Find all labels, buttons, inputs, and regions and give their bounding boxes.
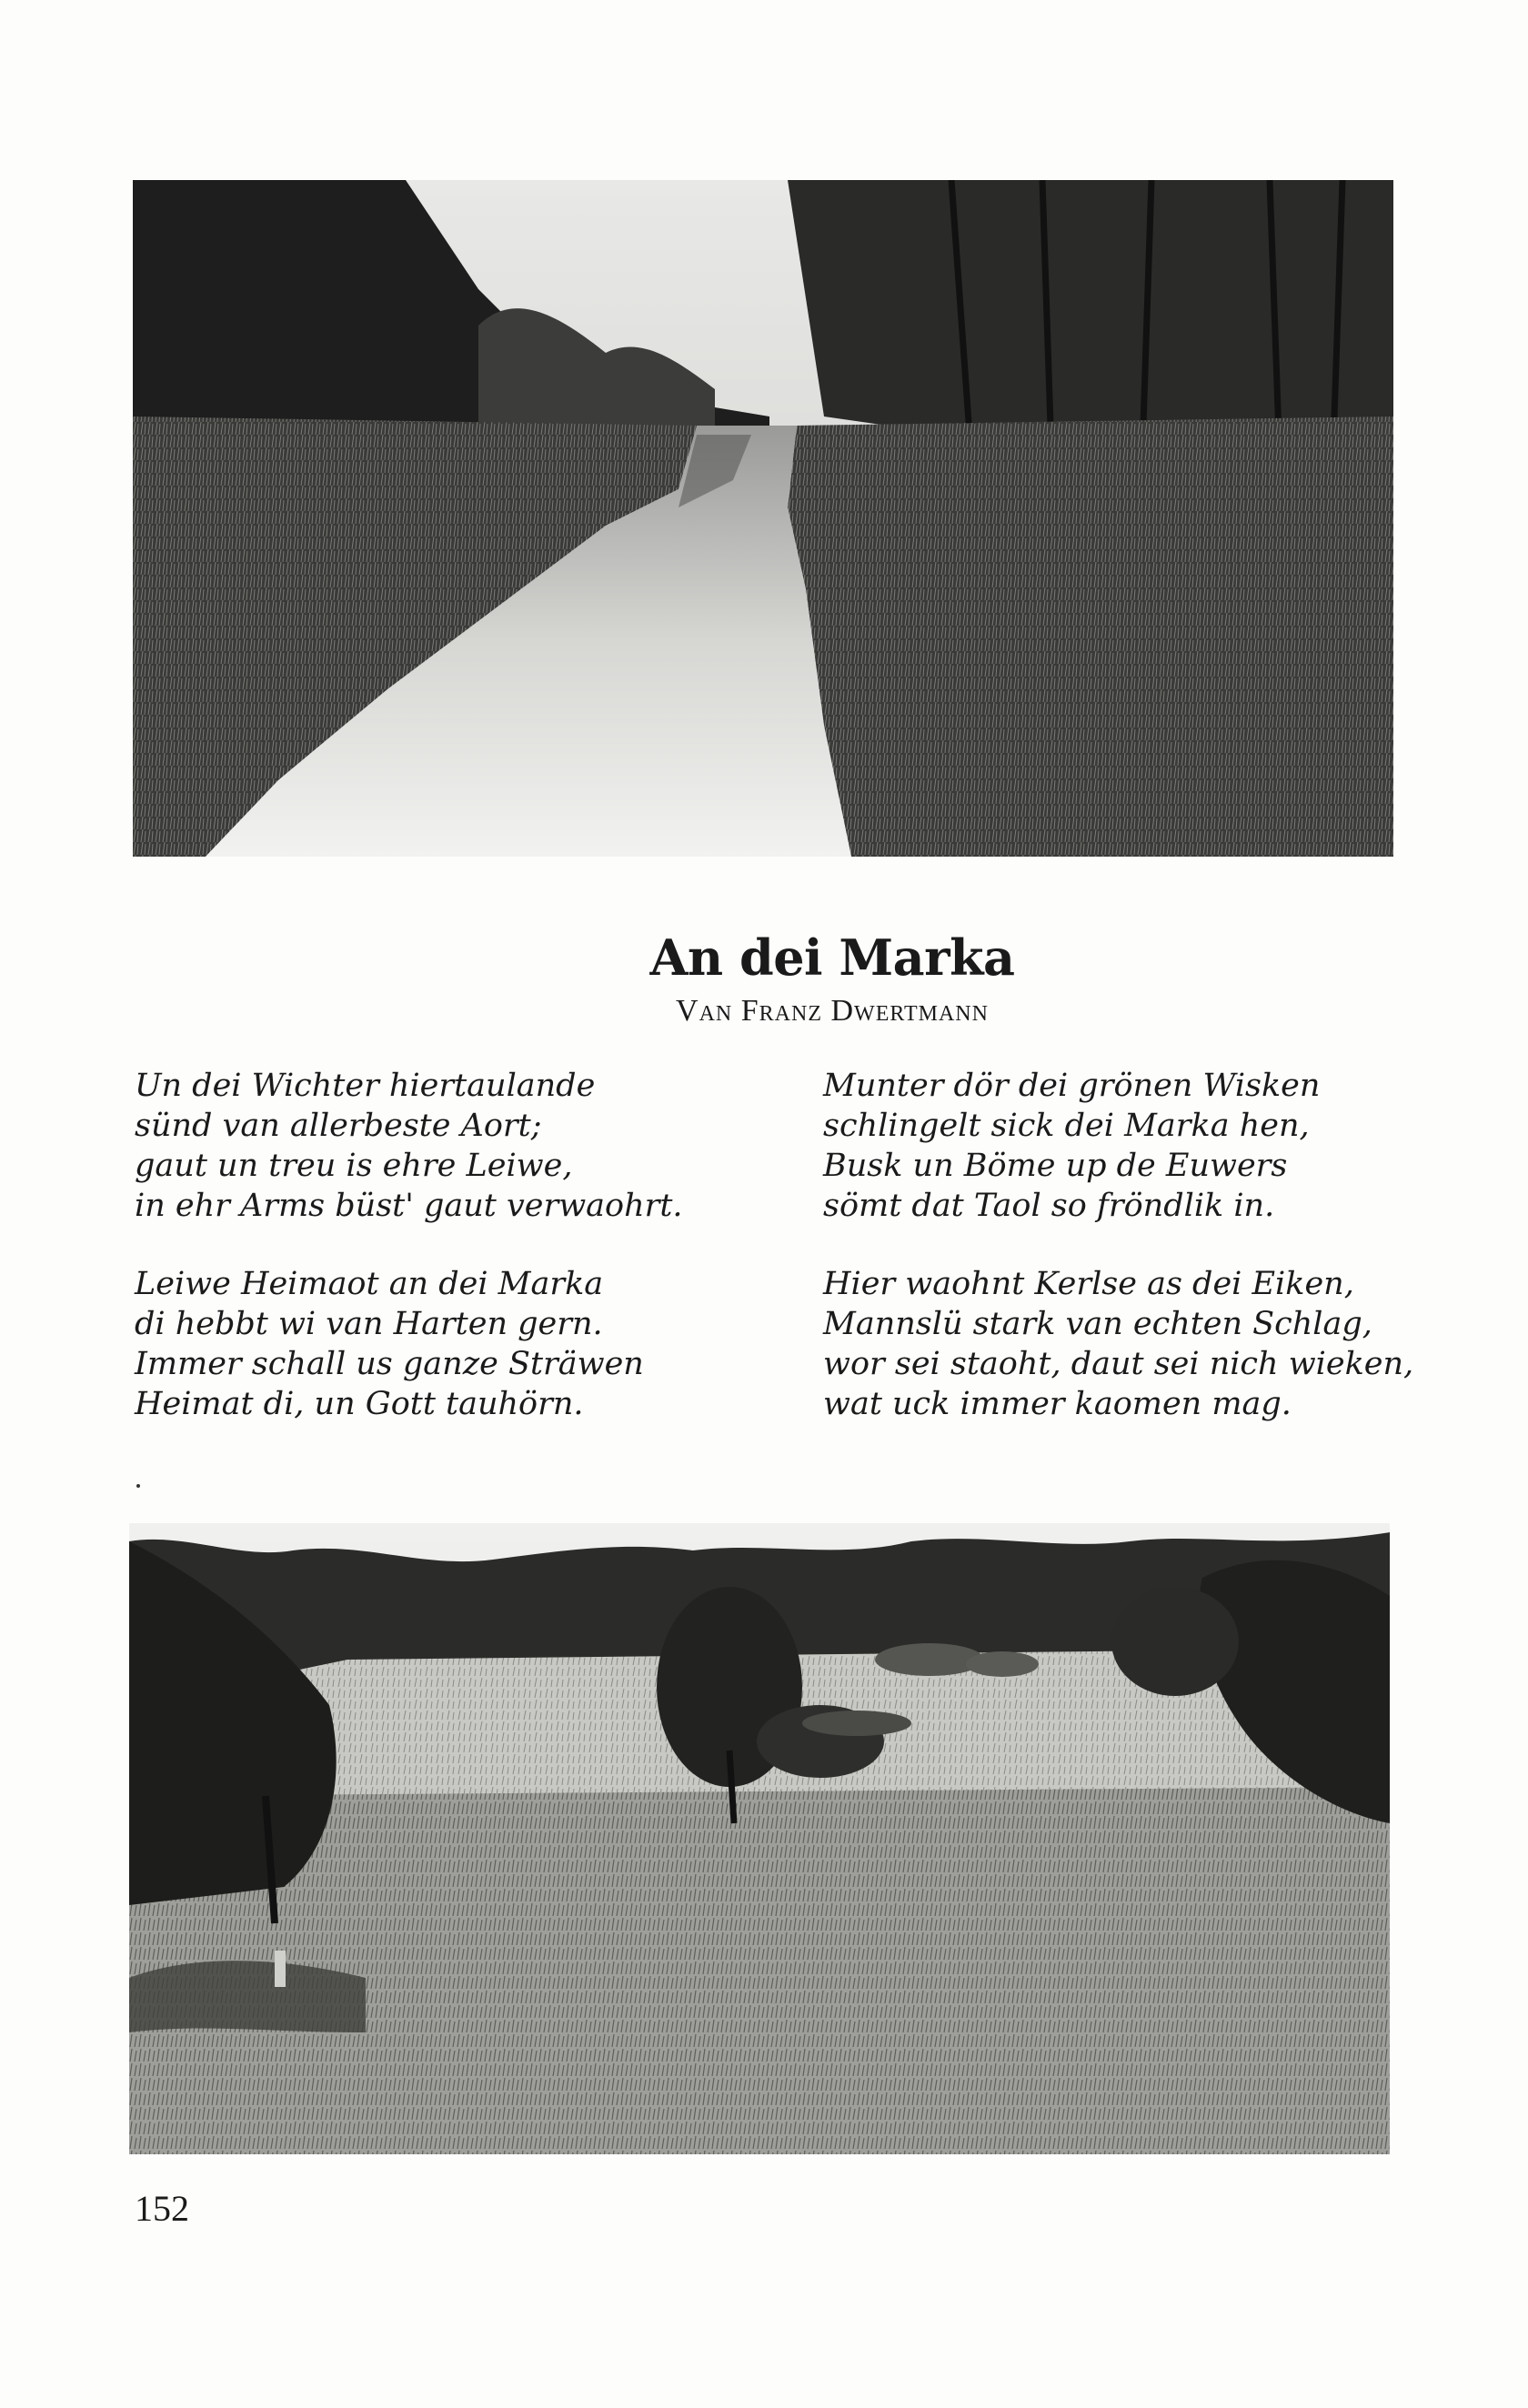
verse-line: Leiwe Heimaot an dei Marka — [135, 1266, 604, 1302]
verse-line: gaut un treu is ehre Leiwe, — [135, 1148, 573, 1184]
verse-line: sömt dat Taol so fröndlik in. — [823, 1188, 1275, 1224]
verse-line: Mannslü stark van echten Schlag, — [823, 1306, 1372, 1342]
verse-line: in ehr Arms büst' gaut verwaohrt. — [135, 1188, 683, 1224]
verse-line: wor sei staoht, daut sei nich wieken, — [823, 1346, 1414, 1382]
poem-title: An dei Marka — [649, 928, 1015, 988]
stanza-4 — [823, 1264, 1413, 1424]
stanza-1 — [135, 1066, 683, 1226]
print-speck — [136, 1484, 140, 1488]
verse-line: Heimat di, un Gott tauhörn. — [135, 1386, 584, 1422]
verse-line: di hebbt wi van Harten gern. — [135, 1306, 603, 1342]
verse-line: Un dei Wichter hiertaulande — [135, 1068, 596, 1104]
verse-line: Busk un Böme up de Euwers — [823, 1148, 1288, 1184]
verse-line: sünd van allerbeste Aort; — [135, 1108, 542, 1144]
poem-author: Van Franz Dwertmann — [676, 994, 989, 1028]
meadow-photo — [129, 1523, 1390, 2154]
verse-line: schlingelt sick dei Marka hen, — [823, 1108, 1310, 1144]
verse-line: Hier waohnt Kerlse as dei Eiken, — [823, 1266, 1354, 1302]
verse-line: Immer schall us ganze Sträwen — [135, 1346, 644, 1382]
meadow-photo-image — [129, 1523, 1390, 2154]
river-photo-image — [133, 180, 1393, 857]
stanza-3 — [823, 1066, 1320, 1226]
river-photo — [133, 180, 1393, 857]
page-number: 152 — [135, 2188, 189, 2229]
stanza-2 — [135, 1264, 644, 1424]
verse-line: wat uck immer kaomen mag. — [823, 1386, 1292, 1422]
verse-line: Munter dör dei grönen Wisken — [823, 1068, 1321, 1104]
